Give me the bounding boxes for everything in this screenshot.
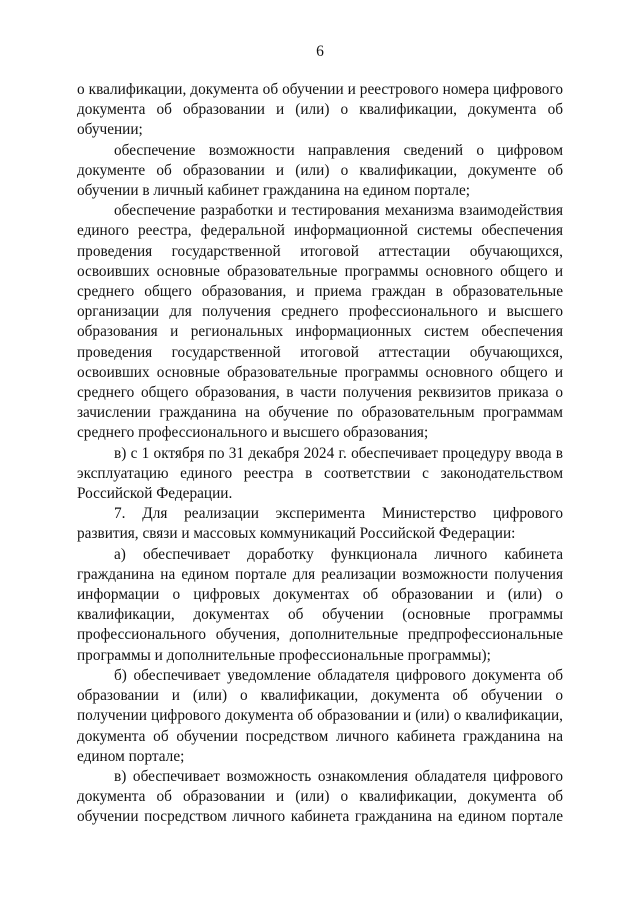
document-body <box>77 80 563 828</box>
paragraph-item-v: в) обеспечивает возможность ознакомления обладателя цифрового документа об образовании и (или) о квалификации, документа об обучении посредством личного кабинета гражданина на едином портале <box>77 767 563 826</box>
paragraph-mechanism: обеспечение разработки и тестирования механизма взаимодействия единого реестра, федеральной информационной системы обеспечения проведения государственной итоговой аттестации обучающихся, освоивших основные образовательные программы основного общего и среднего общего образования, и приема граждан в образовательные организации для получения среднего профессионального и высшего образования и региональных информационных систем обеспечения проведения государственной итоговой аттестации обучающихся, освоивших основные образовательные программы основного общего и среднего общего образования, в части получения реквизитов приказа о зачислении гражданина на обучение по образовательным программам среднего профессионального и высшего образования; <box>77 202 563 442</box>
paragraph-item-b: б) обеспечивает уведомление обладателя цифрового документа об образовании и (или) о квалификации, документа об обучении о получении цифрового документа об образовании и (или) о квалификации, документа об обучении посредством личного кабинета гражданина на едином портале; <box>77 666 563 765</box>
paragraph-section-7: 7. Для реализации эксперимента Министерство цифрового развития, связи и массовых коммуникаций Российской Федерации: <box>77 505 563 543</box>
page-number: 6 <box>316 43 324 60</box>
paragraph-sending-info: обеспечение возможности направления сведений о цифровом документе об образовании и (или) о квалификации, документе об обучении в личный кабинет гражданина на едином портале; <box>77 141 563 200</box>
paragraph-item-a: а) обеспечивает доработку функционала личного кабинета гражданина на едином портале для реализации возможности получения информации о цифровых документах об образовании и (или) о квалификации, документах об обучении (основные программы профессионального обучения, дополнительные предпрофессиональные программы и дополнительные профессиональные программы); <box>77 545 563 664</box>
paragraph-item-v-commissioning: в) с 1 октября по 31 декабря 2024 г. обеспечивает процедуру ввода в эксплуатацию единого реестра в соответствии с законодательством Российской Федерации. <box>77 444 563 503</box>
paragraph-continuation: о квалификации, документа об обучении и реестрового номера цифрового документа об образовании и (или) о квалификации, документа об обучении; <box>77 81 563 139</box>
